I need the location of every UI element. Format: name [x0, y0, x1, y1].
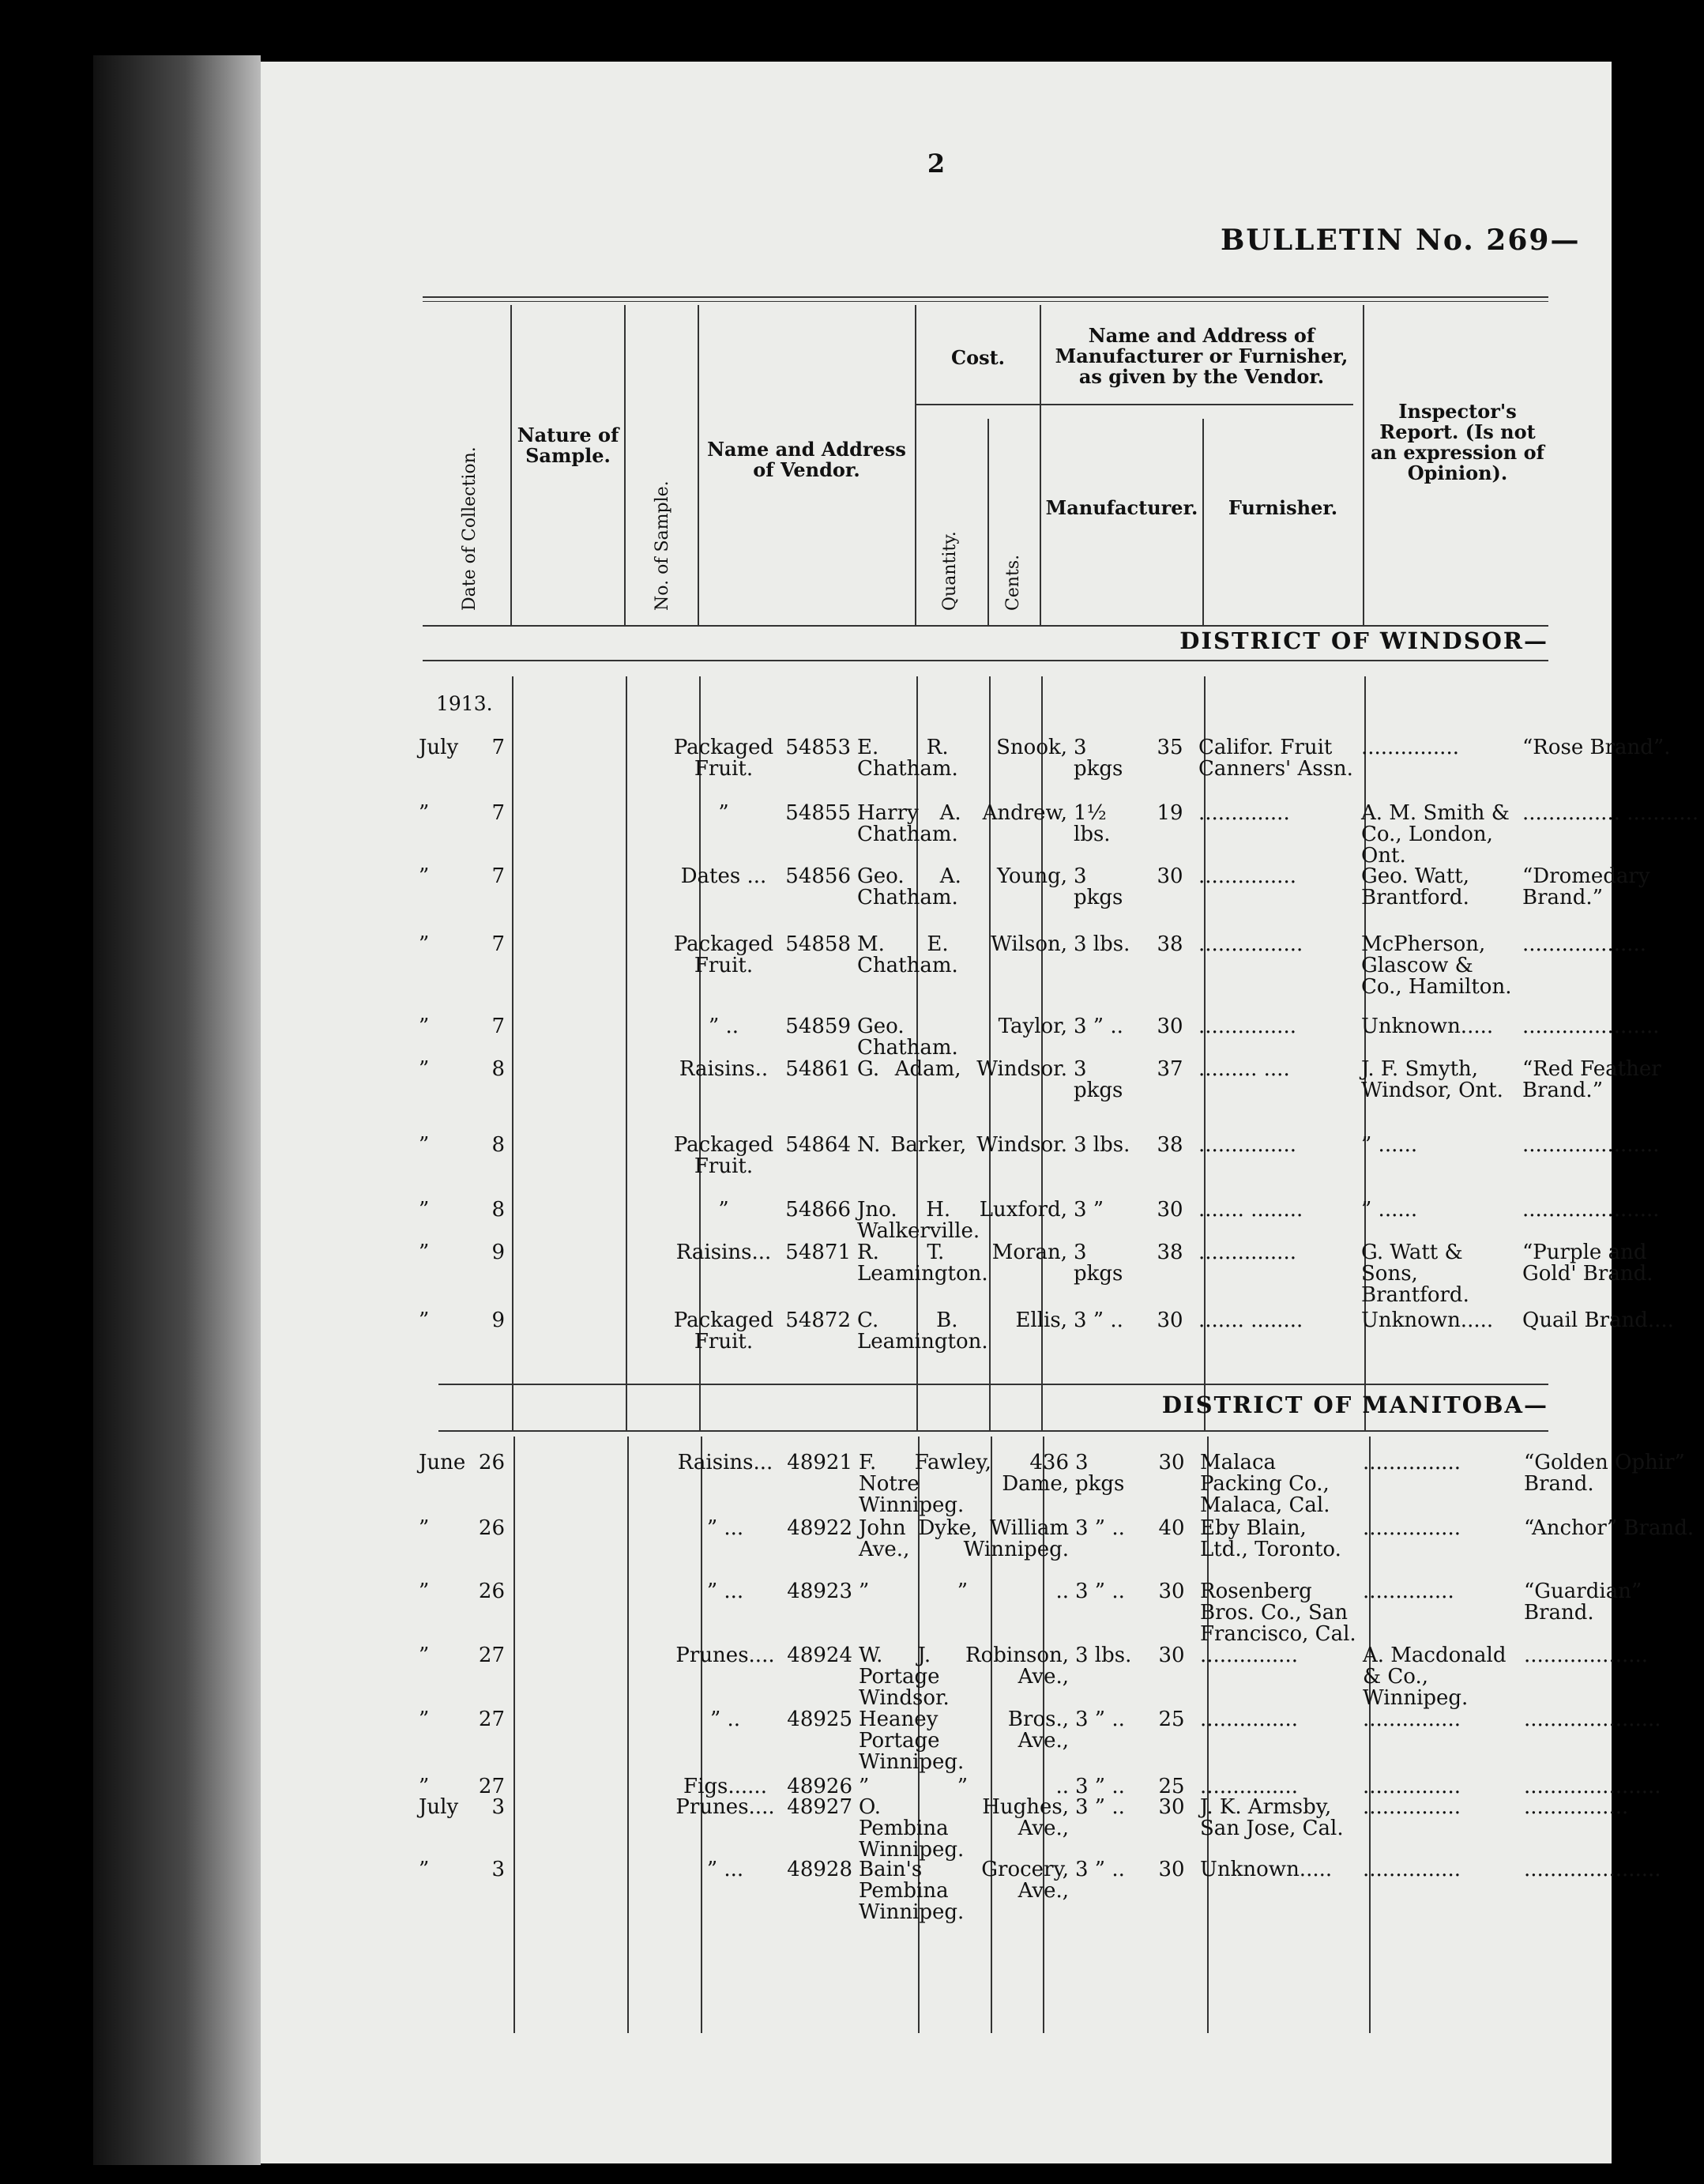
vendor-cell: M. E. Wilson, Chatham. — [857, 932, 1067, 977]
hdr-col-sep — [1202, 419, 1204, 625]
furnisher-cell: ” ...... — [1361, 1133, 1418, 1157]
manufacturer-cell: Eby Blain, Ltd., Toronto. — [1200, 1516, 1341, 1561]
quantity-cell: 3 lbs. — [1074, 932, 1130, 956]
cents-cell: 30 — [1158, 1858, 1185, 1881]
date-day: 7 — [491, 1015, 505, 1038]
date-month: ” — [419, 1775, 430, 1798]
manufacturer-cell: ............... — [1198, 864, 1296, 888]
hdr-col-sep — [1040, 305, 1041, 625]
quantity-cell: 3 pkgs — [1074, 736, 1123, 781]
quantity-cell: 3 lbs. — [1074, 1133, 1130, 1157]
report-cell: ................... — [1522, 932, 1647, 956]
manufacturer-cell: Unknown..... — [1200, 1858, 1333, 1881]
district-title: DISTRICT OF MANITOBA— — [1161, 1391, 1548, 1418]
sample-number-cell: 48927 — [787, 1795, 852, 1819]
cents-cell: 30 — [1158, 1795, 1185, 1819]
furnisher-cell: ............... — [1361, 736, 1459, 759]
date-day: 8 — [491, 1133, 505, 1157]
vendor-cell: G. Adam, Windsor. — [857, 1057, 1067, 1081]
page-number: 2 — [927, 149, 946, 179]
report-cell: “Purple and Gold' Brand. — [1522, 1241, 1653, 1286]
furnisher-cell: Unknown..... — [1361, 1015, 1494, 1038]
manufacturer-cell: ............... — [1200, 1644, 1298, 1667]
sample-number-cell: 48926 — [787, 1775, 852, 1798]
quantity-cell: 3 ” .. — [1075, 1580, 1125, 1603]
cents-cell: 30 — [1157, 864, 1183, 888]
cents-cell: 25 — [1158, 1708, 1185, 1731]
date-month: July — [419, 1795, 459, 1819]
furnisher-cell: Geo. Watt, Brantford. — [1361, 864, 1470, 909]
report-cell: ................ — [1524, 1795, 1629, 1819]
cents-cell: 40 — [1158, 1516, 1185, 1540]
report-cell: ..................... — [1522, 1015, 1660, 1038]
nature-cell: Prunes.... — [675, 1644, 775, 1667]
date-month: ” — [419, 1015, 430, 1038]
date-month: ” — [419, 864, 430, 888]
furnisher-cell: ............... — [1363, 1858, 1461, 1881]
quantity-cell: 3 pkgs — [1075, 1451, 1125, 1496]
district-title: DISTRICT OF WINDSOR— — [1179, 627, 1548, 654]
cents-cell: 30 — [1157, 1309, 1183, 1332]
cents-cell: 38 — [1157, 1241, 1183, 1264]
report-cell: “Guardian” Brand. — [1524, 1580, 1642, 1625]
vendor-cell: ” ” .. — [859, 1775, 1069, 1798]
header-date: Date of Collection. — [460, 446, 480, 611]
manufacturer-cell: ......... .... — [1198, 1057, 1290, 1081]
header-cost: Cost. — [950, 346, 1006, 369]
date-day: 7 — [491, 736, 505, 759]
sample-number-cell: 54856 — [785, 864, 851, 888]
date-month: ” — [419, 1133, 430, 1157]
nature-cell: ” .. — [709, 1708, 741, 1731]
vendor-cell: Geo. Taylor, Chatham. — [857, 1015, 1067, 1060]
nature-cell: ” ... — [706, 1516, 744, 1540]
vendor-cell: E. R. Snook, Chatham. — [857, 736, 1067, 781]
date-day: 7 — [491, 864, 505, 888]
date-month: ” — [419, 1644, 430, 1667]
cents-cell: 30 — [1158, 1580, 1185, 1603]
date-day: 9 — [491, 1309, 505, 1332]
nature-cell: Raisins.. — [679, 1057, 769, 1081]
manufacturer-cell: J. K. Armsby, San Jose, Cal. — [1200, 1795, 1344, 1840]
vendor-cell: John Dyke, William Ave., Winnipeg. — [859, 1516, 1069, 1561]
header-quantity: Quantity. — [940, 531, 960, 611]
section-rule — [438, 1384, 1548, 1385]
sample-number-cell: 48924 — [787, 1644, 852, 1667]
quantity-cell: 3 pkgs — [1074, 1057, 1123, 1102]
cents-cell: 35 — [1157, 736, 1183, 759]
manufacturer-cell: ....... ........ — [1198, 1309, 1303, 1332]
manufacturer-cell: ............... — [1198, 1133, 1296, 1157]
cents-cell: 30 — [1158, 1451, 1185, 1474]
quantity-cell: 3 ” .. — [1075, 1795, 1125, 1819]
quantity-cell: 3 ” — [1074, 1198, 1104, 1222]
vendor-cell: N. Barker, Windsor. — [857, 1133, 1067, 1157]
quantity-cell: 3 ” .. — [1075, 1516, 1125, 1540]
date-month: ” — [419, 932, 430, 956]
vendor-cell: F. Fawley, 436 Notre Dame, Winnipeg. — [859, 1451, 1069, 1517]
date-day: 3 — [491, 1795, 505, 1819]
quantity-cell: 3 pkgs — [1074, 864, 1123, 909]
hdr-col-sep — [1363, 305, 1364, 625]
nature-cell: Raisins... — [677, 1451, 773, 1474]
date-day: 26 — [478, 1451, 505, 1474]
cents-cell: 25 — [1158, 1775, 1185, 1798]
quantity-cell: 3 pkgs — [1074, 1241, 1123, 1286]
header-rule-top — [423, 296, 1548, 298]
report-cell: “Anchor” Brand. — [1524, 1516, 1695, 1540]
vendor-cell: C. B. Ellis, Leamington. — [857, 1309, 1067, 1354]
sample-number-cell: 48923 — [787, 1580, 852, 1603]
nature-cell: ” — [718, 1198, 729, 1222]
date-day: 27 — [478, 1708, 505, 1731]
sample-number-cell: 54861 — [785, 1057, 851, 1081]
vendor-cell: ” ” .. — [859, 1580, 1069, 1603]
table-row — [261, 1858, 1661, 1970]
district-rule — [438, 1430, 1548, 1432]
nature-cell: Packaged Fruit. — [673, 932, 774, 977]
nature-cell: ” ... — [706, 1858, 744, 1881]
date-day: 26 — [478, 1580, 505, 1603]
manufacturer-cell: ............... — [1200, 1775, 1298, 1798]
furnisher-cell: J. F. Smyth, Windsor, Ont. — [1361, 1057, 1503, 1102]
date-month: ” — [419, 1057, 430, 1081]
date-day: 8 — [491, 1198, 505, 1222]
report-cell: ..................... — [1524, 1775, 1661, 1798]
vendor-cell: Heaney Bros., Portage Ave., Winnipeg. — [859, 1708, 1069, 1774]
date-month: July — [419, 736, 459, 759]
header-furnisher: Furnisher. — [1228, 496, 1338, 519]
cents-cell: 38 — [1157, 1133, 1183, 1157]
report-cell: ..................... — [1524, 1708, 1661, 1731]
sample-number-cell: 48928 — [787, 1858, 852, 1881]
hdr-col-sep — [915, 305, 916, 625]
cents-cell: 30 — [1157, 1015, 1183, 1038]
quantity-cell: 3 ” .. — [1074, 1015, 1123, 1038]
sample-number-cell: 54871 — [785, 1241, 851, 1264]
sample-number-cell: 54859 — [785, 1015, 851, 1038]
furnisher-cell: ............... — [1363, 1775, 1461, 1798]
report-cell: ..................... — [1524, 1858, 1661, 1881]
nature-cell: Figs...... — [683, 1775, 767, 1798]
date-day: 7 — [491, 801, 505, 825]
header-rule-bottom — [423, 625, 1548, 627]
header-number: No. of Sample. — [653, 480, 672, 611]
quantity-cell: 3 lbs. — [1075, 1644, 1132, 1667]
district-rule — [423, 660, 1548, 661]
furnisher-cell: .............. — [1363, 1580, 1454, 1603]
furnisher-cell: ” ...... — [1361, 1198, 1418, 1222]
furnisher-cell: ............... — [1363, 1708, 1461, 1731]
manufacturer-cell: Malaca Packing Co., Malaca, Cal. — [1200, 1451, 1330, 1517]
furnisher-cell: ............... — [1363, 1795, 1461, 1819]
nature-cell: ” .. — [708, 1015, 739, 1038]
quantity-cell: 3 ” .. — [1075, 1858, 1125, 1881]
header-cents: Cents. — [1003, 554, 1023, 611]
vendor-cell: Harry A. Andrew, Chatham. — [857, 801, 1067, 846]
furnisher-cell: McPherson, Glascow & Co., Hamilton. — [1361, 932, 1512, 999]
date-month: ” — [419, 1708, 430, 1731]
manufacturer-cell: Califor. Fruit Canners' Assn. — [1198, 736, 1353, 781]
date-day: 7 — [491, 932, 505, 956]
date-day: 27 — [478, 1775, 505, 1798]
nature-cell: ” ... — [706, 1580, 744, 1603]
vendor-cell: W. J. Robinson, Portage Ave., Windsor. — [859, 1644, 1069, 1710]
report-cell: “Golden Ophir” Brand. — [1524, 1451, 1685, 1496]
quantity-cell: 1½ lbs. — [1074, 801, 1111, 846]
nature-cell: Raisins... — [675, 1241, 772, 1264]
report-cell: “Red Feather Brand.” — [1522, 1057, 1661, 1102]
date-month: June — [419, 1451, 466, 1474]
date-month: ” — [419, 801, 430, 825]
sample-number-cell: 48922 — [787, 1516, 852, 1540]
manufacturer-cell: ................ — [1198, 932, 1303, 956]
header-vendor: Name and Address of Vendor. — [707, 438, 906, 481]
header-nature: Nature of Sample. — [517, 424, 619, 467]
report-cell: “Dromedary Brand.” — [1522, 864, 1650, 909]
header-report: Inspector's Report. (Is not an expression of Opinion). — [1371, 400, 1544, 484]
quantity-cell: 3 ” .. — [1075, 1775, 1125, 1798]
sample-number-cell: 54853 — [785, 736, 851, 759]
date-month: ” — [419, 1241, 430, 1264]
report-cell: ..................... — [1522, 1198, 1660, 1222]
date-day: 27 — [478, 1644, 505, 1667]
date-day: 3 — [491, 1858, 505, 1881]
book-edge — [93, 55, 261, 2165]
date-month: ” — [419, 1198, 430, 1222]
vendor-cell: Jno. H. Luxford, Walkerville. — [857, 1198, 1067, 1243]
nature-cell: Prunes.... — [675, 1795, 775, 1819]
year-label: 1913. — [436, 692, 493, 715]
sample-number-cell: 48921 — [787, 1451, 852, 1474]
manufacturer-cell: ....... ........ — [1198, 1198, 1303, 1222]
date-day: 26 — [478, 1516, 505, 1540]
bulletin-title: BULLETIN No. 269— — [1221, 224, 1581, 257]
cents-cell: 30 — [1157, 1198, 1183, 1222]
furnisher-cell: A. M. Smith & Co., London, Ont. — [1361, 801, 1510, 868]
furnisher-cell: ............... — [1363, 1516, 1461, 1540]
nature-cell: Packaged Fruit. — [673, 1133, 774, 1178]
sample-number-cell: 54864 — [785, 1133, 851, 1157]
sample-number-cell: 54866 — [785, 1198, 851, 1222]
manufacturer-cell: ............... — [1200, 1708, 1298, 1731]
header-mf-group: Name and Address of Manufacturer or Furnisher, as given by the Vendor. — [1055, 324, 1349, 388]
report-cell: ................... — [1524, 1644, 1649, 1667]
report-cell: ............... ........... — [1522, 801, 1699, 825]
header-rule-top-2 — [423, 301, 1548, 302]
furnisher-cell: Unknown..... — [1361, 1309, 1494, 1332]
manufacturer-cell: Rosenberg Bros. Co., San Francisco, Cal. — [1200, 1580, 1356, 1646]
manufacturer-cell: .............. — [1198, 801, 1290, 825]
hdr-col-sep — [624, 305, 626, 625]
manufacturer-cell: ............... — [1198, 1015, 1296, 1038]
report-cell: Quail Brand.... — [1522, 1309, 1674, 1332]
date-month: ” — [419, 1580, 430, 1603]
nature-cell: Packaged Fruit. — [673, 736, 774, 781]
furnisher-cell: G. Watt & Sons, Brantford. — [1361, 1241, 1469, 1307]
header-manufacturer: Manufacturer. — [1045, 496, 1198, 519]
hdr-col-sep — [510, 305, 512, 625]
furnisher-cell: A. Macdonald & Co., Winnipeg. — [1363, 1644, 1507, 1710]
nature-cell: Packaged Fruit. — [673, 1309, 774, 1354]
date-day: 9 — [491, 1241, 505, 1264]
mf-rule — [1041, 404, 1353, 405]
manufacturer-cell: ............... — [1198, 1241, 1296, 1264]
cents-cell: 38 — [1157, 932, 1183, 956]
quantity-cell: 3 ” .. — [1074, 1309, 1123, 1332]
report-cell: ..................... — [1522, 1133, 1660, 1157]
quantity-cell: 3 ” .. — [1075, 1708, 1125, 1731]
book-page — [261, 62, 1699, 2163]
cents-cell: 19 — [1157, 801, 1183, 825]
cents-cell: 37 — [1157, 1057, 1183, 1081]
hdr-col-sep — [987, 419, 989, 625]
date-month: ” — [419, 1516, 430, 1540]
sample-number-cell: 48925 — [787, 1708, 852, 1731]
nature-cell: Dates ... — [680, 864, 767, 888]
report-cell: “Rose Brand”. — [1522, 736, 1671, 759]
vendor-cell: R. T. Moran, Leamington. — [857, 1241, 1067, 1286]
hdr-col-sep — [698, 305, 699, 625]
sample-number-cell: 54858 — [785, 932, 851, 956]
nature-cell: ” — [718, 801, 729, 825]
vendor-cell: Geo. A. Young, Chatham. — [857, 864, 1067, 909]
vendor-cell: Bain's Grocery, Pembina Ave., Winnipeg. — [859, 1858, 1069, 1924]
date-month: ” — [419, 1858, 430, 1881]
sample-number-cell: 54855 — [785, 801, 851, 825]
cents-cell: 30 — [1158, 1644, 1185, 1667]
sample-number-cell: 54872 — [785, 1309, 851, 1332]
date-month: ” — [419, 1309, 430, 1332]
date-day: 8 — [491, 1057, 505, 1081]
vendor-cell: O. Hughes, Pembina Ave., Winnipeg. — [859, 1795, 1069, 1862]
furnisher-cell: ............... — [1363, 1451, 1461, 1474]
